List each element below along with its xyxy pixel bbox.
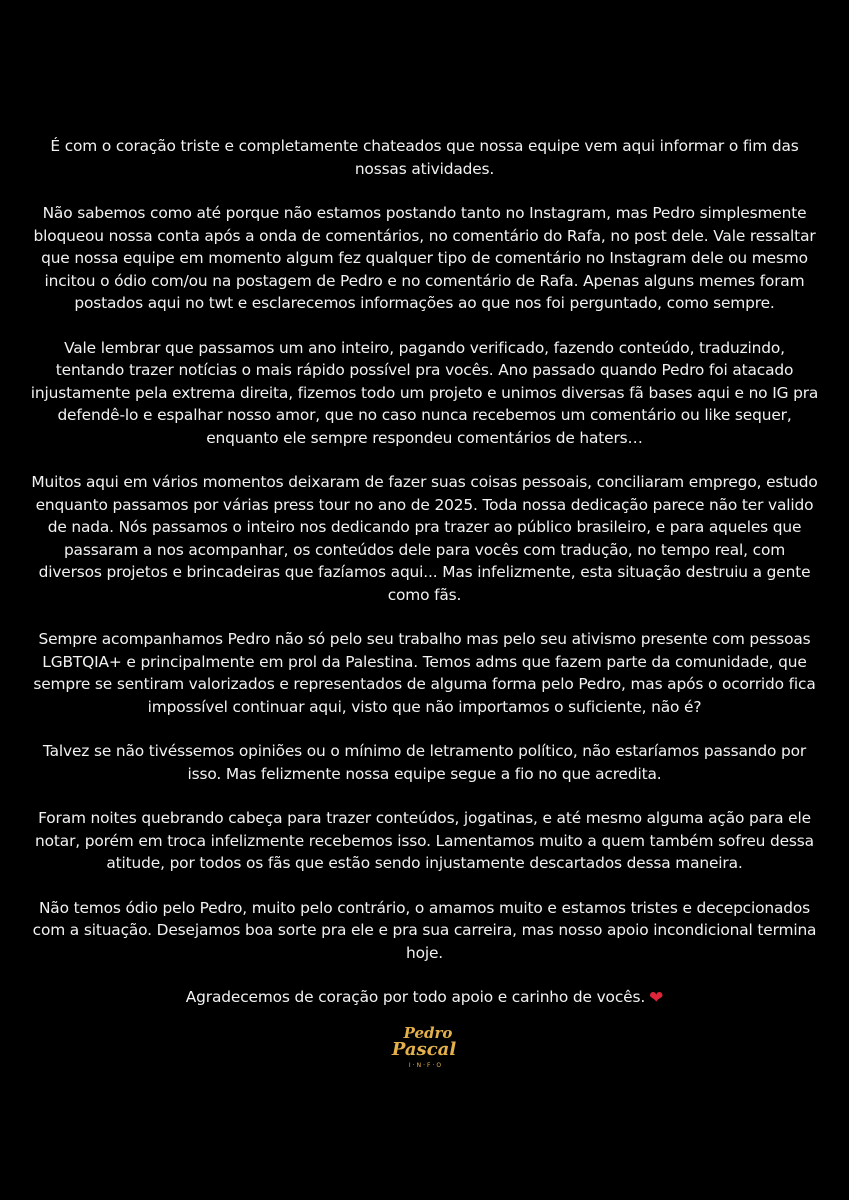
- logo-line-1: Pedro: [403, 1024, 453, 1042]
- paragraph-8: Não temos ódio pelo Pedro, muito pelo contrário, o amamos muito e estamos tristes e decepcionados com a situação. Desejamos boa sorte pra ele e pra sua carreira, mas nosso apoio incondicional termina hoje.: [32, 898, 817, 962]
- paragraph-2: Não sabemos como até porque não estamos postando tanto no Instagram, mas Pedro simplesmente bloqueou nossa conta após a onda de comentários, no comentário do Rafa, no post dele. Vale ressaltar que nossa equipe em momento algum fez qualquer tipo de comentário no Instagram dele ou mesmo incitou o ódio com/ou na postagem de Pedro e no comentário de Rafa. Apenas alguns memes foram postados aqui no twt e esclarecemos informações ao que nos foi perguntado, como sempre.: [33, 204, 816, 312]
- heart-icon: ❤: [649, 988, 664, 1008]
- logo-tagline: I·N·F·O: [408, 1062, 444, 1069]
- paragraph-5: Sempre acompanhamos Pedro não só pelo seu trabalho mas pelo seu ativismo presente com pessoas LGBTQIA+ e principalmente em prol da Palestina. Temos adms que fazem parte da comunidade, que sempre se sentiram valorizados e representados de alguma forma pelo Pedro, mas após o ocorrido fica impossível continuar aqui, visto que não importamos o suficiente, não é?: [33, 630, 816, 716]
- logo-line-2: Pascal: [391, 1039, 457, 1060]
- paragraph-6: Talvez se não tivéssemos opiniões ou o mínimo de letramento político, não estaríamos passando por isso. Mas felizmente nossa equipe segue a fio no que acredita.: [42, 742, 807, 783]
- announcement-text: [0, 135, 849, 1031]
- paragraph-3: Vale lembrar que passamos um ano inteiro, pagando verificado, fazendo conteúdo, traduzindo, tentando trazer notícias o mais rápido possível pra vocês. Ano passado quando Pedro foi atacado injustamente pela extrema direita, fizemos todo um projeto e unimos diversas fã bases aqui e no IG pra defendê-lo e espalhar nosso amor, que no caso nunca recebemos um comentário ou like sequer, enquanto ele sempre respondeu comentários de haters…: [30, 338, 819, 447]
- closing-text: Agradecemos de coração por todo apoio e carinho de vocês.: [185, 988, 646, 1006]
- paragraph-1: É com o coração triste e completamente chateados que nossa equipe vem aqui informar o fim das nossas atividades.: [50, 137, 799, 178]
- paragraph-4: Muitos aqui em vários momentos deixaram de fazer suas coisas pessoais, conciliaram emprego, estudo enquanto passamos por várias press tour no ano de 2025. Toda nossa dedicação parece não ter valido de nada. Nós passamos o inteiro nos dedicando pra trazer ao público brasileiro, e para aqueles que passaram a nos acompanhar, os conteúdos dele para vocês com tradução, no tempo real, com diversos projetos e brincadeiras que fazíamos aqui... Mas infelizmente, esta situação destruiu a gente como fãs.: [31, 473, 818, 604]
- paragraph-7: Foram noites quebrando cabeça para trazer conteúdos, jogatinas, e até mesmo alguma ação para ele notar, porém em troca infelizmente recebemos isso. Lamentamos muito a quem também sofreu dessa atitude, por todos os fãs que estão sendo injustamente descartados dessa maneira.: [35, 809, 814, 872]
- closing-line: [30, 986, 819, 1009]
- pedro-pascal-info-logo: [386, 1024, 466, 1074]
